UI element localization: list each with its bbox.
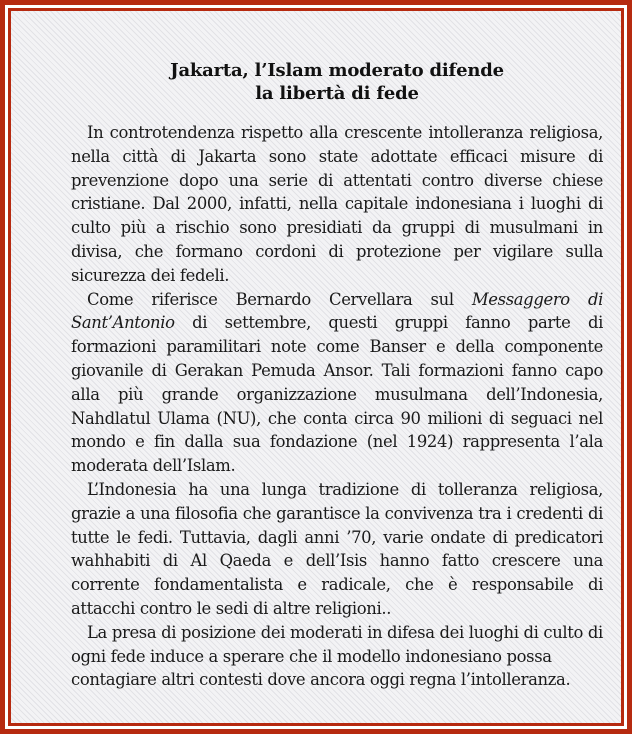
article-title bbox=[71, 59, 603, 105]
paragraph-4: La presa di posizione dei moderati in difesa dei luoghi di culto di ogni fede induce a sperare che il modello indonesiano possa contagiare altri contesti dove ancora oggi regna l’intolleranza. bbox=[71, 622, 603, 690]
article-title-line-1: Jakarta, l’Islam moderato difende bbox=[170, 60, 504, 81]
paragraph-2-text-end: di settembre, questi gruppi fanno parte di formazioni paramilitari note come Banser e della componente giovanile di Gerakan Pemuda Ansor. Tali formazioni fanno capo alla più grande organizzazione musulmana dell’Indonesia, Nahdlatul Ulama (NU), che conta circa 90 milioni di seguaci nel mondo e fin dalla sua fondazione (nel 1924) rappresenta l’ala moderata dell’Islam. bbox=[71, 313, 603, 476]
paragraph-1: In controtendenza rispetto alla crescente intolleranza religiosa, nella città di Jakarta sono state adottate efficaci misure di prevenzione dopo una serie di attentati contro diverse chiese cristiane. Dal 2000, infatti, nella capitale indonesiana i luoghi di culto più a rischio sono presidiati da gruppi di musulmani in divisa, che formano cordoni di protezione per vigilare sulla sicurezza dei fedeli. bbox=[71, 123, 603, 285]
white-border-gap bbox=[5, 5, 627, 729]
article-title-line-2: la libertà di fede bbox=[255, 83, 419, 104]
paragraph-2-text-start: Come riferisce Bernardo Cervellara sul bbox=[87, 289, 472, 309]
article-content bbox=[71, 59, 603, 692]
article-box bbox=[8, 8, 624, 726]
paragraph-3: L’Indonesia ha una lunga tradizione di tolleranza religiosa, grazie a una filosofia che garantisce la convivenza tra i credenti di tutte le fedi. Tuttavia, dagli anni ’70, varie ondate di predicatori wahhabiti di Al Qaeda e dell’Isis hanno fatto crescere una corrente fondamentalista e radicale, che è responsabile di attacchi contro le sedi di altre religioni.. bbox=[71, 479, 603, 618]
publication-name: Messaggero di Sant’Antonio bbox=[71, 289, 603, 333]
paragraph-2 bbox=[71, 288, 603, 478]
